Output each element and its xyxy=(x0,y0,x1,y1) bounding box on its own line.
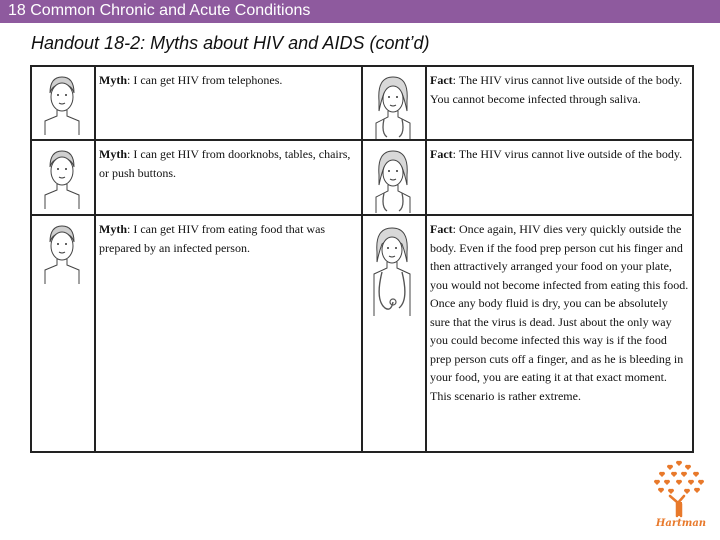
fact-picture-cell xyxy=(362,66,426,140)
nurse-stethoscope-portrait-icon xyxy=(371,145,415,215)
fact-text: : The HIV virus cannot live outside of the body. xyxy=(452,147,683,161)
fact-cell xyxy=(426,140,693,215)
header-banner xyxy=(0,0,720,23)
table-row xyxy=(31,140,693,215)
myth-picture-cell xyxy=(31,215,95,452)
page-title: Handout 18-2: Myths about HIV and AIDS (cont’d) xyxy=(31,33,430,53)
fact-text: : Once again, HIV dies very quickly outside the body. Even if the food prep person cut his finger and then attractively arranged your food on your plate, you would not become infected from eating this food. Once any body fluid is dry, you can be absolutely sure that the virus is dead. Just about the only way you could become infected this way is if the food prep person cuts off a finger, and as he is bleeding in your food, you are eating it at that exact moment. This scenario is rather extreme. xyxy=(430,222,689,403)
myth-label: Myth xyxy=(99,147,128,161)
banner-text: 18 Common Chronic and Acute Conditions xyxy=(8,2,311,19)
hartman-logo xyxy=(648,458,710,539)
young-man-portrait-icon xyxy=(42,145,82,211)
myth-text: : I can get HIV from telephones. xyxy=(127,73,283,87)
table-row xyxy=(31,66,693,140)
myth-cell xyxy=(95,66,362,140)
myth-picture-cell xyxy=(31,140,95,215)
fact-picture-cell xyxy=(362,140,426,215)
myth-fact-table xyxy=(30,65,694,453)
myth-label: Myth xyxy=(99,222,128,236)
young-man-portrait-icon xyxy=(42,71,82,137)
myth-text: : I can get HIV from doorknobs, tables, chairs, or push buttons. xyxy=(99,147,351,180)
nurse-stethoscope-portrait-icon xyxy=(369,222,415,318)
logo-text: Hartman xyxy=(655,518,707,529)
fact-picture-cell xyxy=(362,215,426,452)
table-row xyxy=(31,215,693,452)
myth-picture-cell xyxy=(31,66,95,140)
fact-label: Fact xyxy=(430,73,453,87)
myth-label: Myth xyxy=(99,73,128,87)
fact-label: Fact xyxy=(430,222,453,236)
fact-label: Fact xyxy=(430,147,453,161)
fact-cell xyxy=(426,66,693,140)
fact-text: : The HIV virus cannot live outside of the body. You cannot become infected through saliva. xyxy=(430,73,683,106)
nurse-stethoscope-portrait-icon xyxy=(371,71,415,141)
myth-text: : I can get HIV from eating food that was prepared by an infected person. xyxy=(99,222,326,255)
young-man-portrait-icon xyxy=(42,220,82,286)
myth-cell xyxy=(95,215,362,452)
myth-cell xyxy=(95,140,362,215)
fact-cell xyxy=(426,215,693,452)
